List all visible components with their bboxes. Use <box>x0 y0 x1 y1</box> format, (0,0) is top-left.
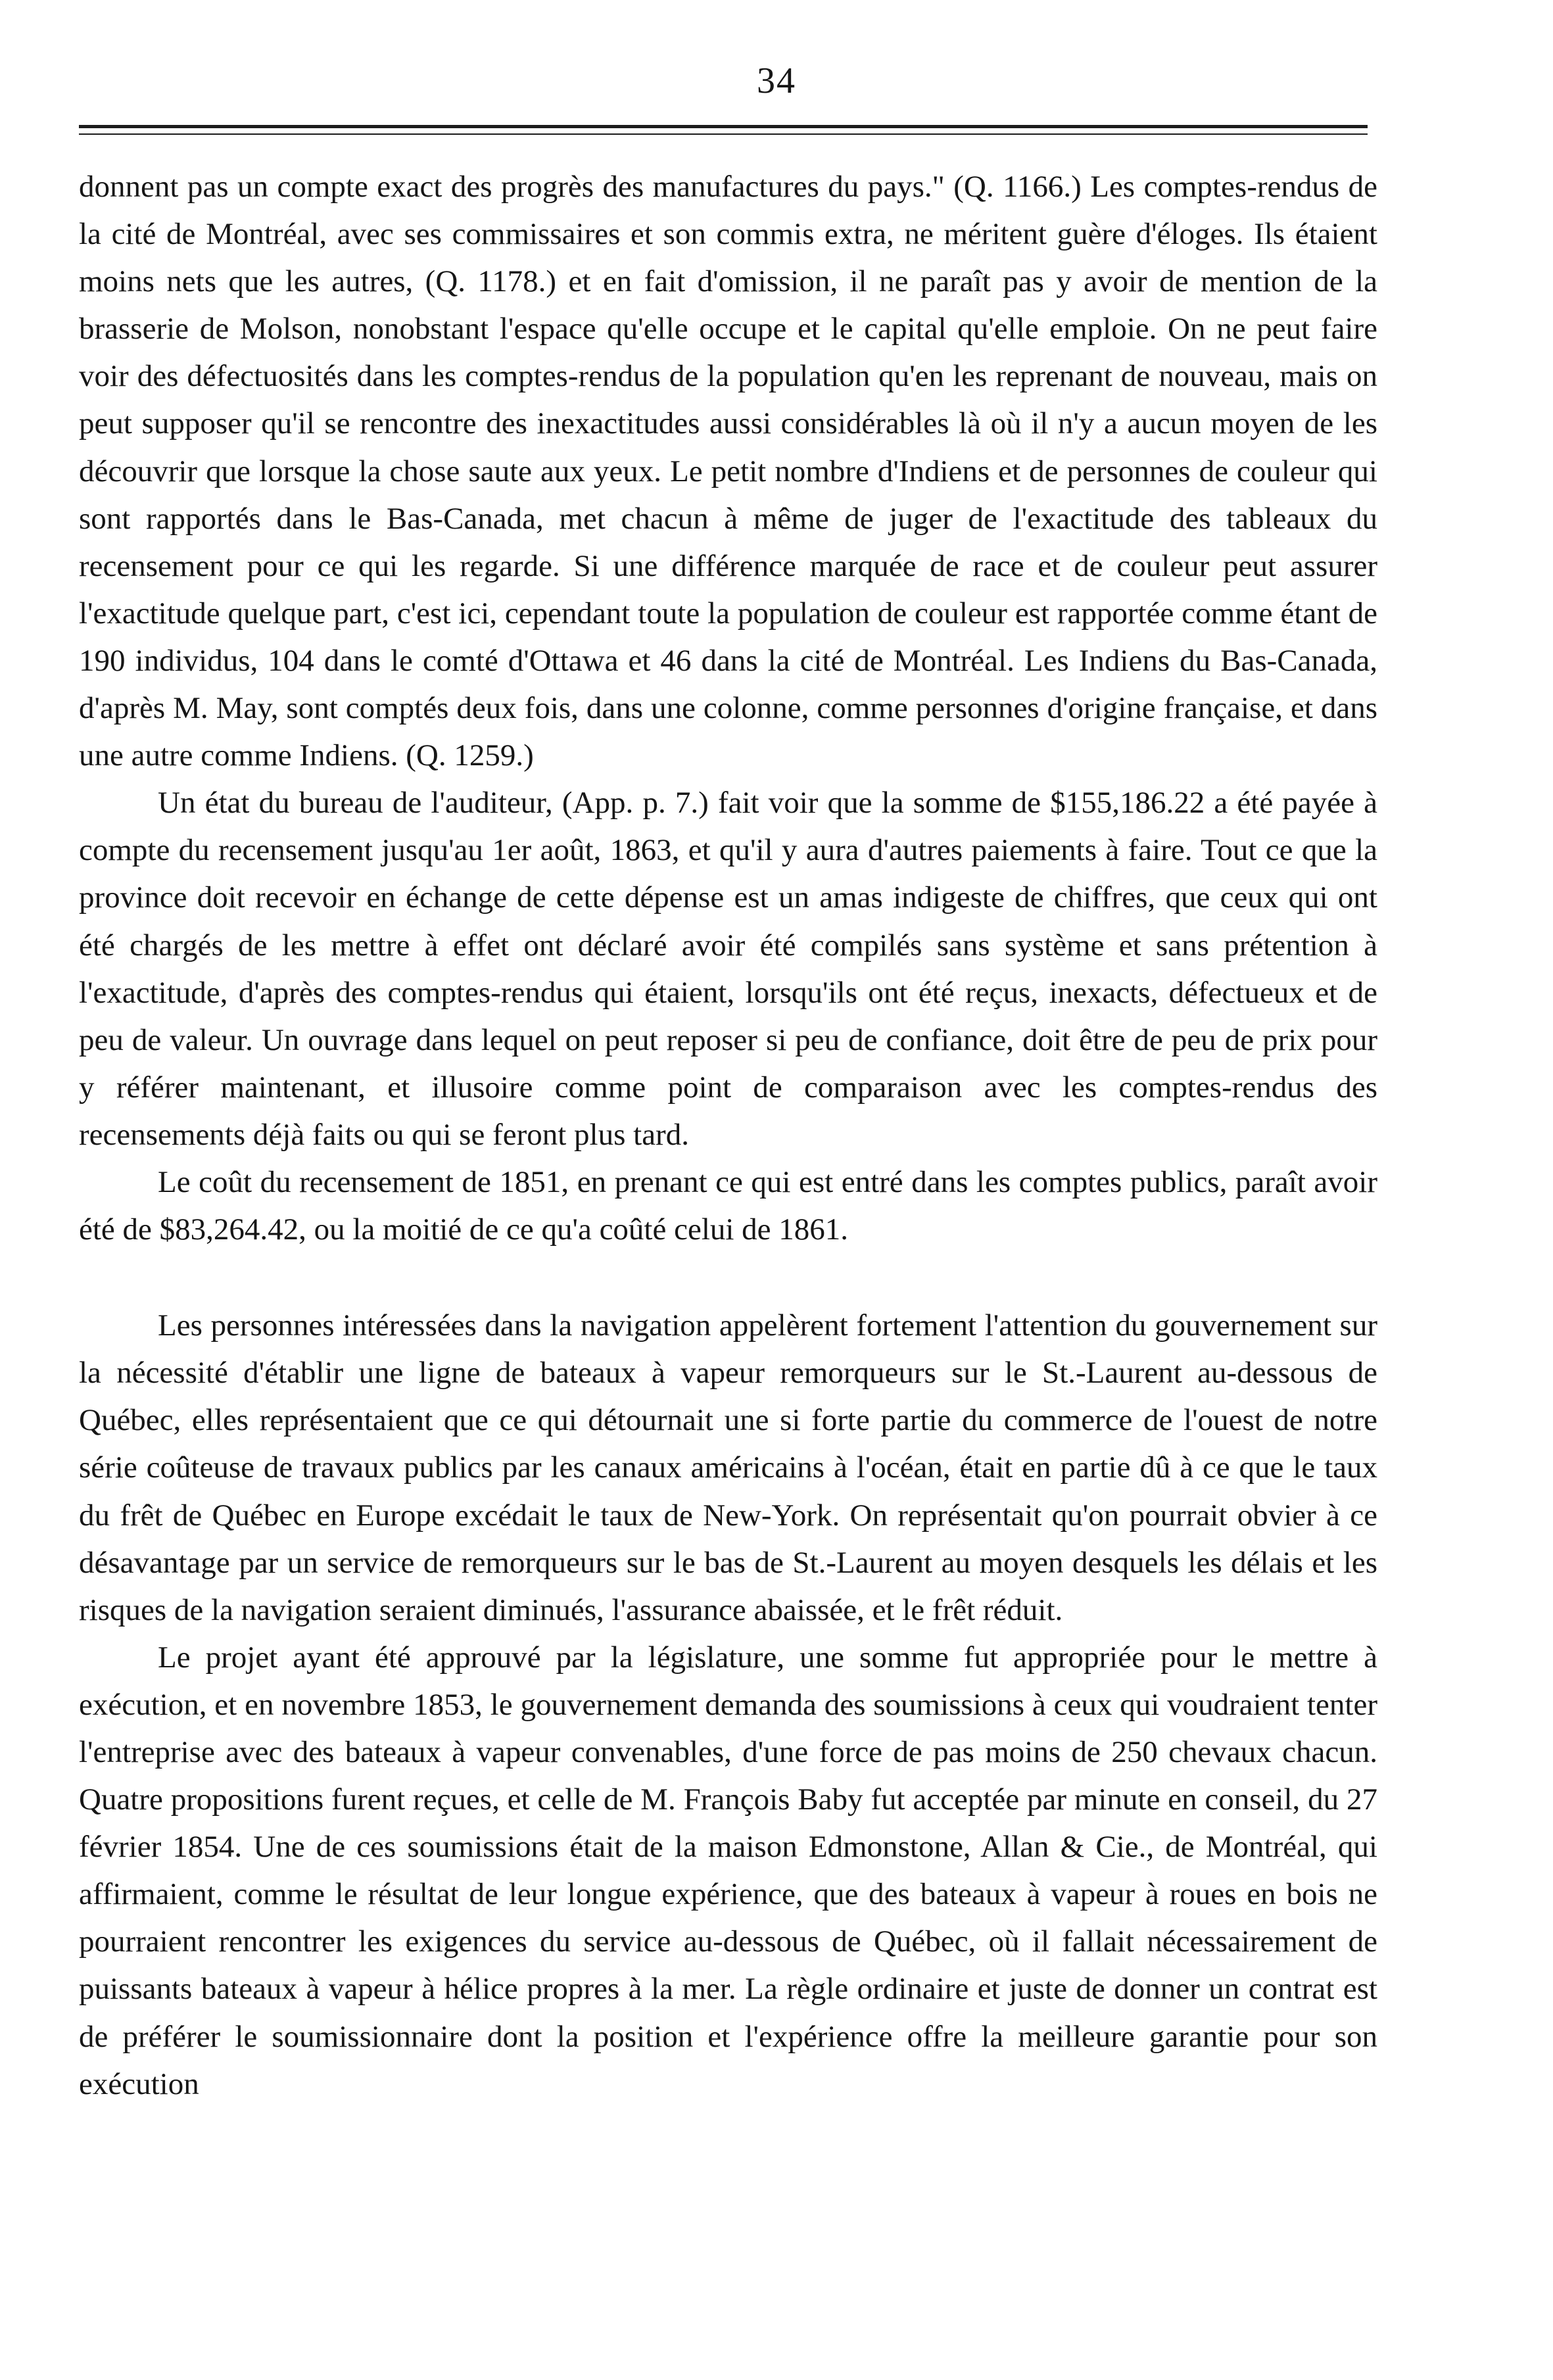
paragraph-census-continued: donnent pas un compte exact des progrès des manufactures du pays." (Q. 1166.) Les comptes-rendus de la cité de Montréal, avec ses commissaires et son commis extra, ne méritent guère d'éloges. Ils étaient moins nets que les autres, (Q. 1178.) et en fait d'omission, il ne paraît pas y avoir de mention de la brasserie de Molson, nonobstant l'espace qu'elle occupe et le capital qu'elle emploie. On ne peut faire voir des défectuosités dans les comptes-rendus de la population qu'en les reprenant de nouveau, mais on peut supposer qu'il se rencontre des inexactitudes aussi considérables là où il n'y a aucun moyen de les découvrir que lorsque la chose saute aux yeux. Le petit nombre d'Indiens et de personnes de couleur qui sont rapportés dans le Bas-Canada, met chacun à même de juger de l'exactitude des tableaux du recensement pour ce qui les regarde. Si une différence marquée de race et de couleur peut assurer l'exactitude quelque part, c'est ici, cependant toute la population de couleur est rapportée comme étant de 190 individus, 104 dans le comté d'Ottawa et 46 dans la cité de Montréal. Les Indiens du Bas-Canada, d'après M. May, sont comptés deux fois, dans une colonne, comme personnes d'origine française, et dans une autre comme Indiens. (Q. 1259.) <box>79 170 1377 773</box>
paragraph-auditor-statement: Un état du bureau de l'auditeur, (App. p. 7.) fait voir que la somme de $155,186.22 a été payée à compte du recensement jusqu'au 1er août, 1863, et qu'il y aura d'autres paiements à faire. Tout ce que la province doit recevoir en échange de cette dépense est un amas indigeste de chiffres, que ceux qui ont été chargés de les mettre à effet ont déclaré avoir été compilés sans système et sans prétention à l'exactitude, d'après des comptes-rendus qui étaient, lorsqu'ils ont été reçus, inexacts, défectueux et de peu de valeur. Un ouvrage dans lequel on peut reposer si peu de confiance, doit être de peu de prix pour y référer maintenant, et illusoire comme point de comparaison avec les comptes-rendus des recensements déjà faits ou qui se feront plus tard. <box>79 786 1377 1152</box>
text-body <box>79 163 1377 2108</box>
paragraph-tender-contract: Le projet ayant été approuvé par la législature, une somme fut appropriée pour le mettre à exécution, et en novembre 1853, le gouvernement demanda des soumissions à ceux qui voudraient tenter l'entreprise avec des bateaux à vapeur convenables, d'une force de pas moins de 250 chevaux chacun. Quatre propositions furent reçues, et celle de M. François Baby fut acceptée par minute en conseil, du 27 février 1854. Une de ces soumissions était de la maison Edmonstone, Allan & Cie., de Montréal, qui affirmaient, comme le résultat de leur longue expérience, que des bateaux à vapeur à roues en bois ne pourraient rencontrer les exigences du service au-dessous de Québec, où il fallait nécessairement de puissants bateaux à vapeur à hélice propres à la mer. La règle ordinaire et juste de donner un contrat est de préférer le soumissionnaire dont la position et l'expérience offre la meilleure garantie pour son exécution <box>79 1640 1377 2101</box>
paragraph-census-1851-cost: Le coût du recensement de 1851, en prenant ce qui est entré dans les comptes publics, paraît avoir été de $83,264.42, ou la moitié de ce qu'a coûté celui de 1861. <box>79 1164 1377 1247</box>
paragraph-navigation-tugboats: Les personnes intéressées dans la navigation appelèrent fortement l'attention du gouvernement sur la nécessité d'établir une ligne de bateaux à vapeur remorqueurs sur le St.-Laurent au-dessous de Québec, elles représentaient que ce qui détournait une si forte partie du commerce de l'ouest de notre série coûteuse de travaux publics par les canaux américains à l'océan, était en partie dû à ce que le taux du frêt de Québec en Europe excédait le taux de New-York. On représentait qu'on pourrait obvier à ce désavantage par un service de remorqueurs sur le bas de St.-Laurent au moyen desquels les délais et les risques de la navigation seraient diminués, l'assurance abaissée, et le frêt réduit. <box>79 1308 1377 1627</box>
header-rule-thin <box>79 133 1368 135</box>
page-number: 34 <box>757 60 796 101</box>
section-gap <box>79 1253 1377 1302</box>
header-rule-thick <box>79 125 1368 128</box>
